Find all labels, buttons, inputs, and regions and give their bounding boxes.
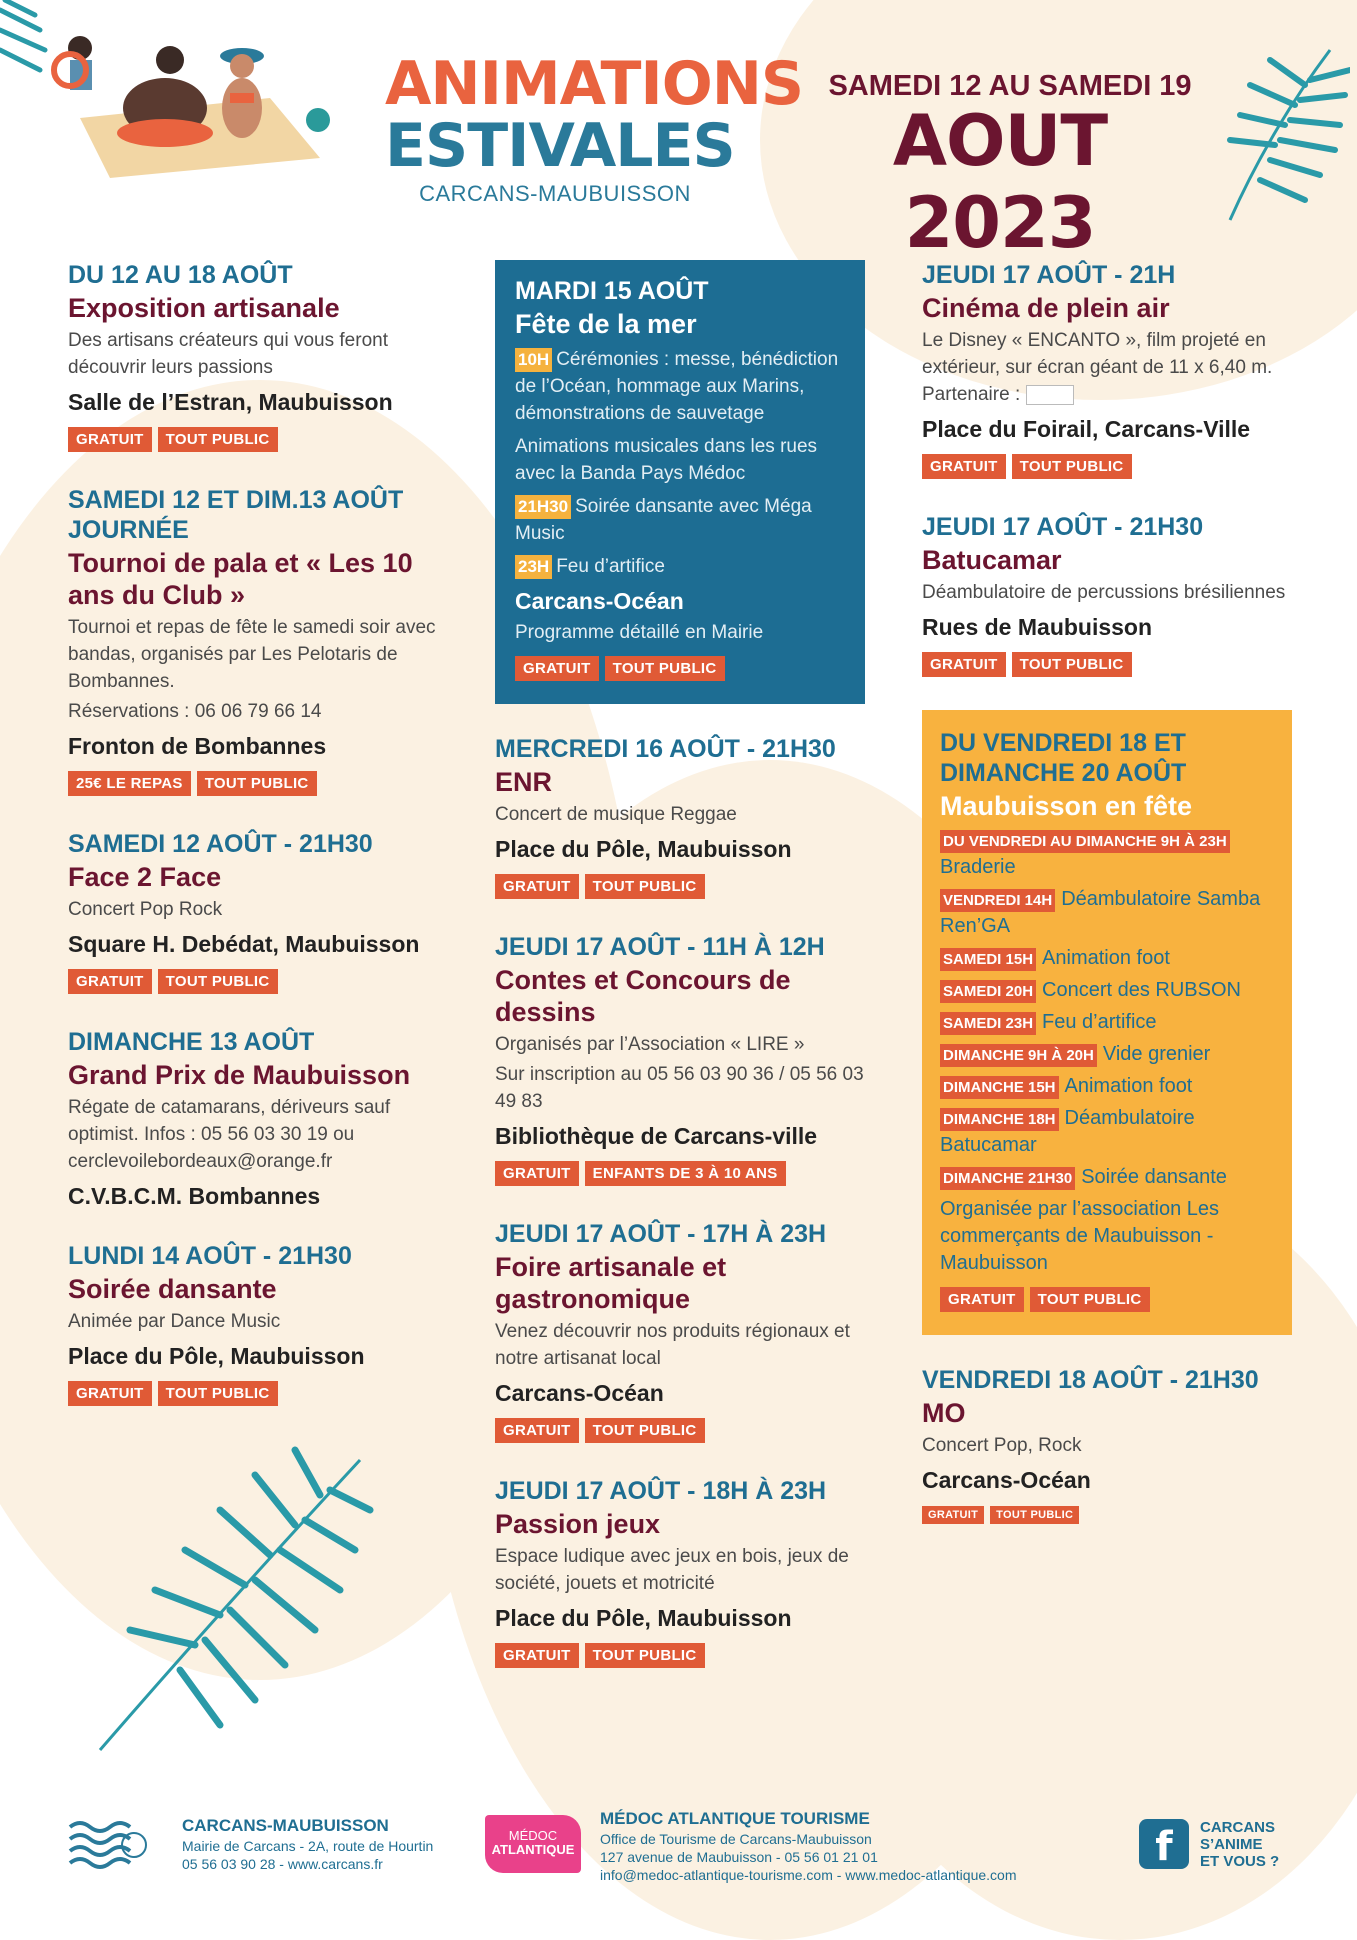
- brand-title-line1: ANIMATIONS: [385, 49, 804, 119]
- event-card: [68, 260, 438, 455]
- program-text: Feu d’artifice: [556, 556, 665, 577]
- price-badge: GRATUIT: [922, 652, 1006, 677]
- price-badge: GRATUIT: [68, 1381, 152, 1406]
- audience-badge: TOUT PUBLIC: [990, 1506, 1079, 1524]
- price-badge: GRATUIT: [922, 454, 1006, 479]
- event-title: Cinéma de plein air: [922, 293, 1170, 323]
- audience-badge: TOUT PUBLIC: [197, 771, 317, 796]
- event-title: Face 2 Face: [68, 862, 222, 892]
- mairie-contact: [182, 1815, 433, 1873]
- program-line: [515, 346, 845, 427]
- event-date: DU 12 AU 18 AOÛT: [68, 261, 293, 289]
- event-location: Place du Foirail, Carcans-Ville: [922, 416, 1251, 442]
- event-description: Déambulatoire de percussions brésiliennes: [922, 582, 1286, 603]
- column-left: [68, 260, 438, 1439]
- time-badge: 21H30: [515, 495, 571, 519]
- audience-badge: TOUT PUBLIC: [585, 874, 705, 899]
- event-description: Organisés par l’Association « LIRE »: [495, 1034, 805, 1055]
- event-location: Rues de Maubuisson: [922, 614, 1153, 640]
- audience-badge: TOUT PUBLIC: [585, 1643, 705, 1668]
- event-date: JEUDI 17 AOÛT - 11H À 12H: [495, 933, 825, 961]
- time-badge: SAMEDI 20H: [940, 980, 1036, 1003]
- event-location: Carcans-Océan: [495, 1380, 664, 1406]
- brand-title-line2: ESTIVALES: [385, 111, 735, 181]
- audience-badge: TOUT PUBLIC: [1030, 1287, 1150, 1312]
- event-card: [922, 512, 1292, 680]
- maubuisson-en-fete-box: [922, 710, 1292, 1335]
- event-title: Contes et Concours de dessins: [495, 965, 791, 1027]
- event-location: Place du Pôle, Maubuisson: [68, 1343, 365, 1369]
- tourisme-address: 127 avenue de Maubuisson - 05 56 01 21 01: [600, 1849, 878, 1865]
- header: [0, 0, 1357, 264]
- event-description: Animée par Dance Music: [68, 1311, 281, 1332]
- time-badge: DIMANCHE 9H À 20H: [940, 1044, 1097, 1067]
- tourisme-email-web: info@medoc-atlantique-tourisme.com - www.medoc-atlantique.com: [600, 1867, 1017, 1883]
- program-text: Déambulatoire Samba Ren’GA: [940, 888, 1261, 937]
- event-card: [68, 1241, 438, 1409]
- price-badge: GRATUIT: [495, 1418, 579, 1443]
- event-location: Fronton de Bombannes: [68, 733, 327, 759]
- program-line: [515, 493, 845, 547]
- event-location: Square H. Debédat, Maubuisson: [68, 931, 420, 957]
- event-title: Soirée dansante: [68, 1274, 277, 1304]
- event-date: MERCREDI 16 AOÛT - 21H30: [495, 735, 836, 763]
- tourisme-contact: [600, 1808, 1017, 1884]
- column-middle: [495, 260, 865, 1701]
- audience-badge: TOUT PUBLIC: [158, 969, 278, 994]
- event-card: [922, 1365, 1292, 1533]
- program-line: [515, 553, 845, 580]
- event-title: Grand Prix de Maubuisson: [68, 1060, 411, 1090]
- program-line: [940, 945, 1274, 972]
- event-note: Programme détaillé en Mairie: [515, 622, 764, 643]
- time-badge: VENDREDI 14H: [940, 889, 1055, 912]
- event-title: Fête de la mer: [515, 309, 697, 339]
- event-title: Passion jeux: [495, 1509, 661, 1539]
- tourisme-title: MÉDOC ATLANTIQUE TOURISME: [600, 1809, 870, 1828]
- time-badge: DU VENDREDI AU DIMANCHE 9H À 23H: [940, 830, 1230, 853]
- event-description-text: Le Disney « ENCANTO », film projeté en extérieur, sur écran géant de 11 x 6,40 m. Partenaire :: [922, 330, 1273, 405]
- event-date: JEUDI 17 AOÛT - 17H À 23H: [495, 1220, 827, 1248]
- event-date: MARDI 15 AOÛT: [515, 277, 709, 305]
- program-text: Animation foot: [1064, 1075, 1193, 1097]
- event-description: Venez découvrir nos produits régionaux et notre artisanat local: [495, 1321, 850, 1369]
- audience-badge: TOUT PUBLIC: [158, 1381, 278, 1406]
- event-description: Régate de catamarans, dériveurs sauf optimist. Infos : 05 56 03 30 19 ou cerclevoilebordeaux@orange.fr: [68, 1097, 391, 1172]
- event-location: Carcans-Océan: [922, 1467, 1091, 1493]
- partner-logo-icon: [1026, 385, 1074, 405]
- event-date: LUNDI 14 AOÛT - 21H30: [68, 1242, 352, 1270]
- event-title: Tournoi de pala et « Les 10 ans du Club »: [68, 548, 413, 610]
- event-contact: Sur inscription au 05 56 03 90 36 / 05 56 03 49 83: [495, 1064, 864, 1112]
- event-date: JEUDI 17 AOÛT - 21H: [922, 261, 1176, 289]
- price-badge: GRATUIT: [515, 656, 599, 681]
- column-right: [922, 260, 1292, 1563]
- event-card: [68, 829, 438, 997]
- program-text: Soirée dansante: [1081, 1166, 1227, 1188]
- program-line: [515, 433, 845, 487]
- event-card: [922, 260, 1292, 482]
- program-line: [940, 1073, 1274, 1100]
- event-card: [495, 734, 865, 902]
- program-line: [940, 1041, 1274, 1068]
- program-line: [940, 886, 1274, 940]
- event-card: [495, 1219, 865, 1446]
- program-line: [940, 1009, 1274, 1036]
- event-card: [495, 1476, 865, 1671]
- event-card: [68, 1027, 438, 1211]
- event-description: Des artisans créateurs qui vous feront découvrir leurs passions: [68, 330, 388, 378]
- mairie-address: Mairie de Carcans - 2A, route de Hourtin: [182, 1838, 434, 1854]
- event-title: MO: [922, 1398, 966, 1428]
- event-location: Place du Pôle, Maubuisson: [495, 836, 792, 862]
- event-title: Exposition artisanale: [68, 293, 340, 323]
- palm-leaf-icon: [0, 0, 60, 90]
- audience-badge: ENFANTS DE 3 À 10 ANS: [585, 1161, 786, 1186]
- mairie-title: CARCANS-MAUBUISSON: [182, 1816, 389, 1835]
- event-description: Concert Pop, Rock: [922, 1435, 1082, 1456]
- audience-badge: TOUT PUBLIC: [605, 656, 725, 681]
- program-text: Vide grenier: [1102, 1043, 1211, 1065]
- fete-de-la-mer-box: [495, 260, 865, 704]
- program-line: [940, 827, 1274, 881]
- event-title: Batucamar: [922, 545, 1062, 575]
- event-location: Bibliothèque de Carcans-ville: [495, 1123, 818, 1149]
- time-badge: 23H: [515, 555, 552, 579]
- facebook-label[interactable]: CARCANS S’ANIME ET VOUS ?: [1200, 1819, 1280, 1870]
- price-badge: GRATUIT: [68, 969, 152, 994]
- program-text: Animation foot: [1042, 947, 1170, 969]
- program-line: [940, 977, 1274, 1004]
- program-text: Feu d’artifice: [1042, 1011, 1157, 1033]
- event-description: Espace ludique avec jeux en bois, jeux de société, jouets et motricité: [495, 1546, 849, 1594]
- program-text: Cérémonies : messe, bénédiction de l’Océan, hommage aux Marins, démonstrations de sauvetage: [515, 349, 839, 424]
- carcans-logo-icon: [68, 1815, 148, 1871]
- event-reservation: Réservations : 06 06 79 66 14: [68, 701, 322, 722]
- audience-badge: TOUT PUBLIC: [1012, 652, 1132, 677]
- price-badge: 25€ LE REPAS: [68, 771, 191, 796]
- price-badge: GRATUIT: [495, 1161, 579, 1186]
- event-date: JEUDI 17 AOÛT - 18H À 23H: [495, 1477, 827, 1505]
- audience-badge: TOUT PUBLIC: [585, 1418, 705, 1443]
- program-text: Déambulatoire Batucamar: [940, 1107, 1195, 1156]
- mairie-phone-web: 05 56 03 90 28 - www.carcans.fr: [182, 1856, 383, 1872]
- program-text: Soirée dansante avec Méga Music: [515, 496, 812, 544]
- event-description: Concert de musique Reggae: [495, 804, 737, 825]
- event-location: C.V.B.C.M. Bombannes: [68, 1183, 321, 1209]
- price-badge: GRATUIT: [68, 427, 152, 452]
- event-title: ENR: [495, 767, 553, 797]
- event-card: [68, 485, 438, 799]
- event-location: Place du Pôle, Maubuisson: [495, 1605, 792, 1631]
- time-badge: SAMEDI 15H: [940, 948, 1036, 971]
- event-date: JEUDI 17 AOÛT - 21H30: [922, 513, 1204, 541]
- price-badge: GRATUIT: [495, 1643, 579, 1668]
- date-month: AOUT 2023: [892, 100, 1108, 264]
- price-badge: GRATUIT: [495, 874, 579, 899]
- time-badge: SAMEDI 23H: [940, 1012, 1036, 1035]
- program-line: [940, 1105, 1274, 1159]
- price-badge: GRATUIT: [922, 1506, 984, 1524]
- event-description: [922, 327, 1292, 408]
- program-text: Concert des RUBSON: [1042, 979, 1241, 1001]
- facebook-icon[interactable]: f: [1139, 1819, 1189, 1869]
- medoc-atlantique-logo: MÉDOC ATLANTIQUE: [485, 1815, 581, 1873]
- brand-subtitle: CARCANS-MAUBUISSON: [419, 181, 691, 206]
- program-text: Animations musicales dans les rues avec la Banda Pays Médoc: [515, 436, 818, 484]
- event-date: SAMEDI 12 ET DIM.13 AOÛT JOURNÉE: [68, 486, 404, 544]
- event-title: Foire artisanale et gastronomique: [495, 1252, 727, 1314]
- event-description: Concert Pop Rock: [68, 899, 223, 920]
- event-date: VENDREDI 18 AOÛT - 21H30: [922, 1366, 1259, 1394]
- time-badge: DIMANCHE 18H: [940, 1108, 1059, 1131]
- date-range: SAMEDI 12 AU SAMEDI 19: [828, 70, 1192, 102]
- audience-badge: TOUT PUBLIC: [158, 427, 278, 452]
- audience-badge: TOUT PUBLIC: [1012, 454, 1132, 479]
- event-date: DU VENDREDI 18 ET DIMANCHE 20 AOÛT: [940, 729, 1187, 787]
- beach-illustration-icon: [20, 8, 340, 178]
- price-badge: GRATUIT: [940, 1287, 1024, 1312]
- time-badge: DIMANCHE 15H: [940, 1076, 1059, 1099]
- program-line: [940, 1164, 1274, 1191]
- program-text: Braderie: [940, 856, 1016, 878]
- palm-leaf-icon: [60, 1440, 380, 1770]
- palm-leaf-icon: [1210, 40, 1350, 230]
- organizer: Organisée par l’association Les commerçants de Maubuisson - Maubuisson: [940, 1198, 1220, 1274]
- event-date: DIMANCHE 13 AOÛT: [68, 1028, 315, 1056]
- time-badge: DIMANCHE 21H30: [940, 1167, 1075, 1190]
- event-date: SAMEDI 12 AOÛT - 21H30: [68, 830, 373, 858]
- event-location: Carcans-Océan: [515, 588, 684, 614]
- event-description: Tournoi et repas de fête le samedi soir avec bandas, organisés par Les Pelotaris de Bombannes.: [68, 617, 436, 692]
- event-title: Maubuisson en fête: [940, 791, 1193, 821]
- event-card: [495, 932, 865, 1189]
- tourisme-office: Office de Tourisme de Carcans-Maubuisson: [600, 1831, 872, 1847]
- event-location: Salle de l’Estran, Maubuisson: [68, 389, 393, 415]
- time-badge: 10H: [515, 348, 552, 372]
